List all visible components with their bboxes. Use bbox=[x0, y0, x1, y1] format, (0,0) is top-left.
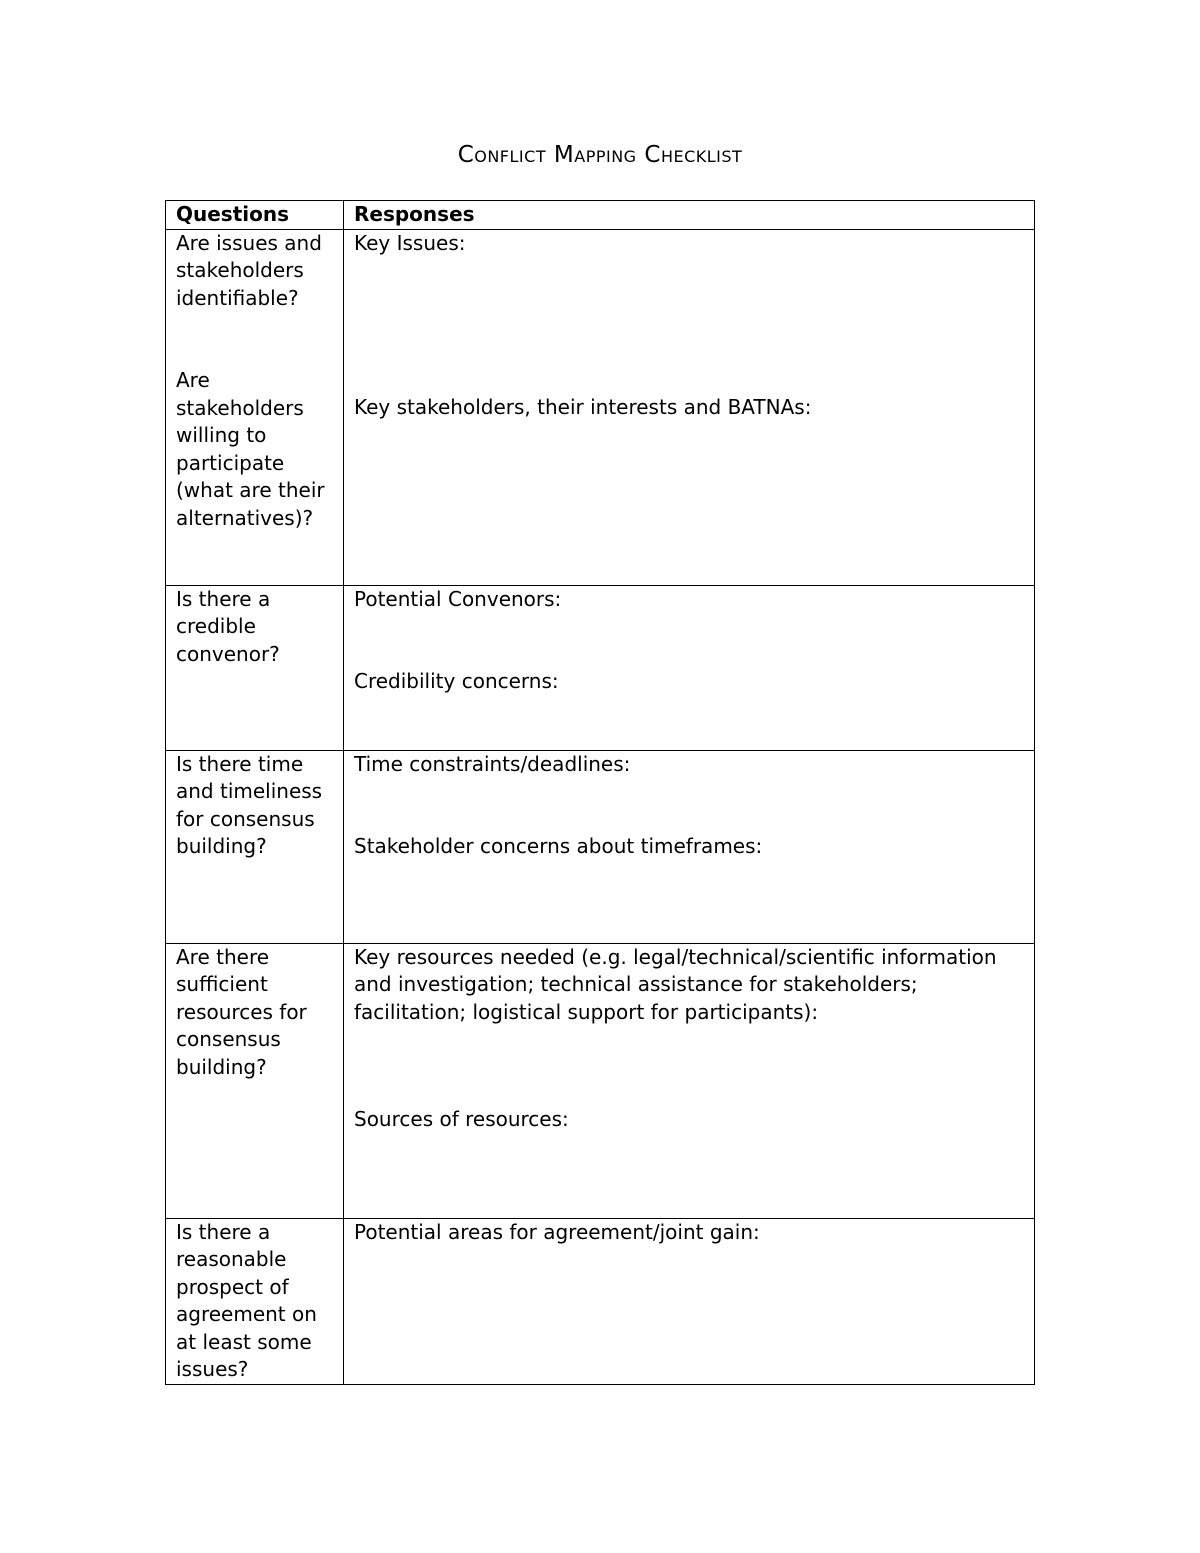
header-responses: Responses bbox=[344, 201, 1035, 230]
question-cell bbox=[166, 1218, 344, 1384]
response-prompt: Credibility concerns: bbox=[354, 669, 559, 693]
response-cell bbox=[344, 585, 1035, 750]
table-header-row bbox=[166, 201, 1035, 230]
question-cell bbox=[166, 943, 344, 1218]
question-text: Is there a credible convenor? bbox=[176, 586, 280, 666]
response-prompt: Stakeholder concerns about timeframes: bbox=[354, 834, 763, 858]
checklist-table bbox=[165, 200, 1035, 1385]
table-row bbox=[166, 229, 1035, 585]
response-prompt: Potential areas for agreement/joint gain: bbox=[354, 1219, 760, 1244]
response-prompt: Potential Convenors: bbox=[354, 586, 562, 611]
header-questions: Questions bbox=[166, 201, 344, 230]
table-row bbox=[166, 750, 1035, 943]
response-cell bbox=[344, 229, 1035, 585]
table-row bbox=[166, 1218, 1035, 1384]
question-cell bbox=[166, 750, 344, 943]
question-text: Are stakeholders willing to participate (what are their alternatives)? bbox=[176, 368, 331, 530]
response-cell bbox=[344, 1218, 1035, 1384]
response-prompt: Key Issues: bbox=[354, 230, 466, 255]
question-text: Are there sufficient resources for consensus building? bbox=[176, 944, 314, 1079]
table-row bbox=[166, 585, 1035, 750]
response-prompt: Sources of resources: bbox=[354, 1107, 569, 1131]
question-text: Is there time and timeliness for consensus building? bbox=[176, 751, 329, 858]
response-prompt: Key stakeholders, their interests and BATNAs: bbox=[354, 395, 812, 419]
question-text: Are issues and stakeholders identifiable? bbox=[176, 230, 329, 310]
question-cell bbox=[166, 585, 344, 750]
response-cell bbox=[344, 750, 1035, 943]
page-title: Conflict Mapping Checklist bbox=[457, 142, 743, 168]
response-prompt: Key resources needed (e.g. legal/technical/scientific information and investigation; technical assistance for stakeholders; facilitation; logistical support for participants): bbox=[354, 944, 1003, 1024]
question-text: Is there a reasonable prospect of agreement on at least some issues? bbox=[176, 1219, 324, 1381]
response-cell bbox=[344, 943, 1035, 1218]
question-cell bbox=[166, 229, 344, 585]
table-row bbox=[166, 943, 1035, 1218]
response-prompt: Time constraints/deadlines: bbox=[354, 751, 631, 776]
